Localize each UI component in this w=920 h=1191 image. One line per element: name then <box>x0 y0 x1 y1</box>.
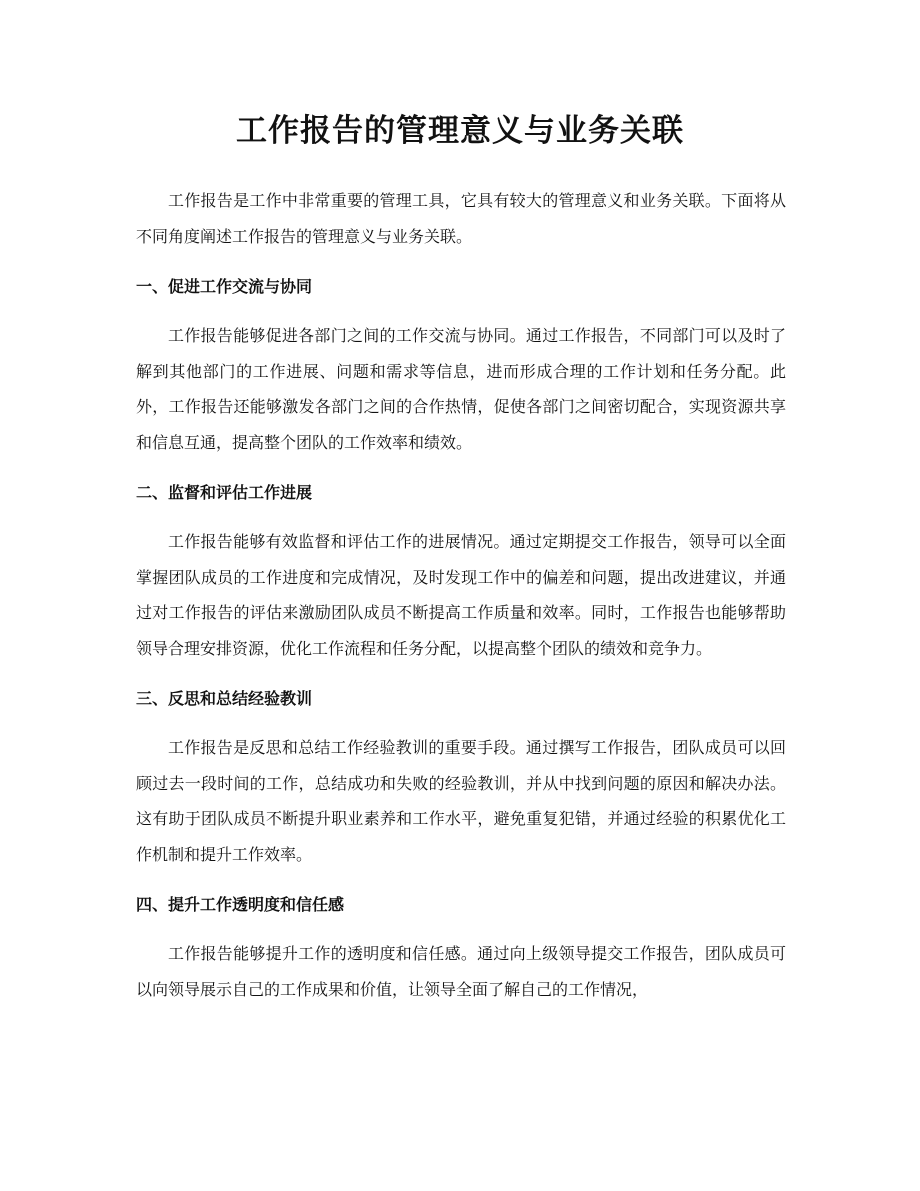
section-paragraph-1: 工作报告能够促进各部门之间的工作交流与协同。通过工作报告，不同部门可以及时了解到其他部门的工作进展、问题和需求等信息，进而形成合理的工作计划和任务分配。此外，工作报告还能够激发各部门之间的合作热情，促使各部门之间密切配合，实现资源共享和信息互通，提高整个团队的工作效率和绩效。 <box>136 326 786 452</box>
section-heading-3: 三、反思和总结经验教训 <box>136 689 313 708</box>
section-heading-4: 四、提升工作透明度和信任感 <box>136 895 345 914</box>
section-paragraph-3: 工作报告是反思和总结工作经验教训的重要手段。通过撰写工作报告，团队成员可以回顾过去一段时间的工作，总结成功和失败的经验教训，并从中找到问题的原因和解决办法。这有助于团队成员不断提升职业素养和工作水平，避免重复犯错，并通过经验的积累优化工作机制和提升工作效率。 <box>136 738 786 864</box>
section-paragraph-2: 工作报告能够有效监督和评估工作的进展情况。通过定期提交工作报告，领导可以全面掌握团队成员的工作进度和完成情况，及时发现工作中的偏差和问题，提出改进建议，并通过对工作报告的评估来激励团队成员不断提高工作质量和效率。同时，工作报告也能够帮助领导合理安排资源，优化工作流程和任务分配，以提高整个团队的绩效和竞争力。 <box>136 532 786 658</box>
page-title: 工作报告的管理意义与业务关联 <box>236 113 684 149</box>
section-heading-2: 二、监督和评估工作进展 <box>136 483 313 502</box>
document-body <box>136 183 786 1007</box>
section-heading-1: 一、促进工作交流与协同 <box>136 277 313 296</box>
section-paragraph-4: 工作报告能够提升工作的透明度和信任感。通过向上级领导提交工作报告，团队成员可以向领导展示自己的工作成果和价值，让领导全面了解自己的工作情况， <box>136 944 786 999</box>
intro-paragraph: 工作报告是工作中非常重要的管理工具，它具有较大的管理意义和业务关联。下面将从不同角度阐述工作报告的管理意义与业务关联。 <box>136 191 786 246</box>
